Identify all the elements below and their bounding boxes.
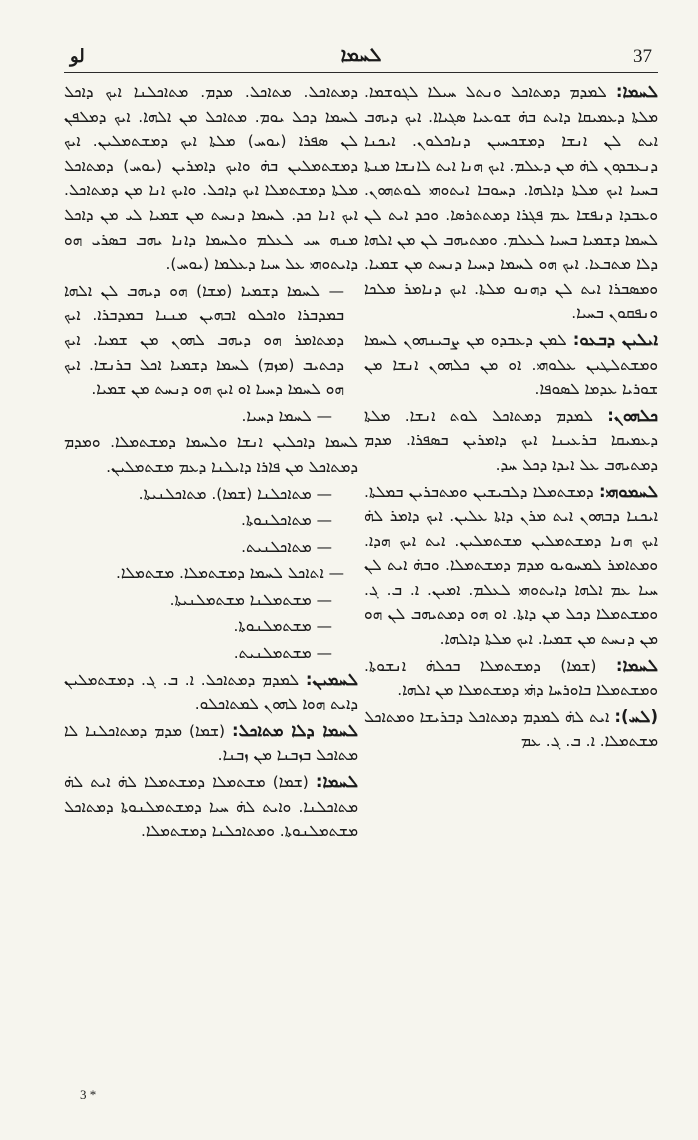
page-number: 37 xyxy=(633,46,652,67)
entry-text: ܠܚܡܐ ܕܐܟܠܝܢ ܐܢܫܐ ܘܠܚܡܐ ܕܡܫܬܡܠܐ. ܘܡܕܡ ܕܡܬܐܟܠ ܡܢ ܦܐܪܐ ܕܐܝܠܢܐ ܕܥܡ ܡܫܬܡܠܝܢ. xyxy=(64,433,358,476)
entry-paragraph xyxy=(64,279,358,402)
entry-text: — ܡܫܬܡܠܢܝܬ. xyxy=(233,644,332,663)
entry-text: ܠܡܢ ܕܥܒܕܘ ܡܢ ܨܒܝܢܗܘܢ ܠܚܡܐ ܘܡܫܬܠܛܝܢ ܥܠܘܗܝ. ܐܘ ܡܢ ܟܠܗܘܢ ܐܢܫܐ ܡܢ ܫܘܪܝܐ ܥܕܡܐ ܠܣܘܦܐ. xyxy=(364,330,658,399)
page-header xyxy=(64,44,658,73)
entry-paragraph xyxy=(64,482,358,507)
entry-headword: ܠܚܡܘܗܝ: xyxy=(599,481,658,501)
entry-paragraph xyxy=(364,705,658,754)
page-number-syriac: لو xyxy=(70,46,85,67)
entry-paragraph xyxy=(64,404,358,429)
entry-paragraph xyxy=(364,480,658,652)
entry-headword: ܠܚܡܐ ܕܠܐ ܡܬܐܟܠ: xyxy=(232,720,358,740)
entry-headword: ܠܚܡܐ: xyxy=(615,655,658,675)
entry-text: — ܐܬܐܟܠ ܠܚܡܐ ܕܡܫܬܡܠܐ. ܡܫܬܡܠܐ. xyxy=(115,564,344,583)
entry-paragraph xyxy=(64,719,358,768)
entry-paragraph xyxy=(64,614,358,639)
entry-text: ܕܡܫܬܡܠܐ ܕܠܒܝܫܝܢ ܘܡܬܒܪܝܢ ܒܡܠܬܐ. ܐܝܟܢܐ ܕܒܗܘܢ ܐܝܬ ܡܪܢ ܕܐܬܐ ܥܠܝܢ. ܐܝܟ ܕܐܡܪ ܠܗ̇ ܐܝܟ ܗܢܐ ܕܡܫܬܡܠܝܢ ܡܫܬܡܠܝܢ. ܐܝܬ ܐܝܟ ܗܕܐ. ܘܡܬܐܡܪ ܠܡܚܘܝܘ ܡܕܡ ܕܡܫܬܡܠܐ. ܘܒܗ̇ ܐܝܬ ܠܢ ܚܝܐ ܥܡ ܐܠܗܐ ܕܐܝܬܘܗܝ ܠܥܠܡ. ܐܡܝܢ. ܐ. ܒ. ܓ. ܘܡܫܬܡܠܐ ܕܟܠ ܡܢ ܕܐܬܐ. ܐܘ ܗܘ ܕܡܬܝܗܒ ܠܢ ܗܘ ܡܢ ܕܢܚܬ ܡܢ ܫܡܝܐ. ܐܝܟ ܡܠܬܐ ܕܐܠܗܐ. xyxy=(364,482,658,649)
entry-headword: ܠܚܡܐ: xyxy=(615,82,658,101)
entry-paragraph xyxy=(64,770,358,844)
entry-paragraph xyxy=(64,668,358,717)
entry-paragraph xyxy=(64,535,358,560)
entry-text: (ܫܡܐ) ܡܫܬܡܠܐ ܕܡܫܬܡܠܐ ܠܗ̇ ܐܝܬ ܠܗ̇ ܡܬܐܟܠܢܐ. ܘܐܝܬ ܠܗ̇ ܚܝܐ ܕܡܫܬܡܠܢܘܬܐ ܕܡܬܐܟܠ ܡܫܬܡܠܢܘܬܐ. ܘܡܬܐܟܠܢܐ ܕܡܫܬܡܠܐ. xyxy=(64,773,358,841)
entry-headword: (ܠܚ): xyxy=(614,706,658,726)
entry-text: — ܠܚܡܐ ܕܚܝܐ. xyxy=(241,406,332,425)
entry-text: (ܫܡܐ) ܕܡܫܬܡܠܐ ܒܟܠܗ̇ ܐܢܫܘܬܐ. ܘܡܫܬܡܠܐ ܒܐܘܪܚܐ ܕܗ̇ܝ ܕܡܫܬܡܠܐ ܡܢ ܐܠܗܐ. xyxy=(364,656,658,700)
text-columns xyxy=(64,80,658,1080)
entry-text: — ܡܬܐܟܠܢܐ (ܫܡܐ). ܡܬܐܟܠܢܝܬܐ. xyxy=(138,484,332,503)
entry-paragraph xyxy=(64,588,358,613)
entry-headword: ܟܠܗܘܢ: xyxy=(607,405,658,425)
entry-text: ܠܡܕܡ ܕܡܬܐܟܠ ܘܢܬܠ ܚܝܠܐ ܠܓܘܫܡܐ. ܡܠܬܐ ܕܥܡܝܩܐ ܕܐܝܬ ܒܗ̇ ܫܘܥܝܐ ܣܓܝܐܐ. ܐܝܟ ܕܝܗܒ ܐܝܬ ܠܢ ܐܢܫܐ ܕܡܫܟܚܝܢ ܕܢܐܟܠܘܢ. ܐܝܟܢܐ ܕܢܥܒܕܘܢ ܠܗ̇ ܡܢ ܕܥܠܡ. ܐܝܟ ܗܢܐ ܐܝܬ ܠܐܢܫܐ ܡܢܬܐ ܒܚܝܐ ܐܝܟ ܡܠܬܐ ܕܐܠܗܐ. ܕܚܘܒܐ ܐܝܬܘܗܝ ܠܘܬܗܘܢ. ܘܥܒܕܐ ܕܢܦܫܐ ܥܡ ܦܓܪܐ ܕܡܬܬܪܣܐ. ܘܟܕ ܐܝܬ ܠܢ ܠܚܡܐ ܕܫܡܝܐ ܒܚܝܐ ܠܥܠܡ. ܘܡܬܝܗܒ ܠܢ ܡܢ ܐܠܗܐ ܕܠܐ ܡܬܒܥܐ. ܐܝܟ ܗܘ ܠܚܡܐ ܕܚܝܐ ܕܢܚܬ ܡܢ ܫܡܝܐ. ܘܡܣܒܪܐ ܐܝܬ ܠܢ ܕܗܢܘ ܡܠܬܐ. ܐܝܟ ܕܢܐܡܪ ܡܠܟܐ ܘܢܦܩܘܢ ܒܚܝܐ. xyxy=(364,83,658,323)
entry-text: ܕܡܬܐܟܠ. ܡܬܐܟܠ. ܡܕܡ. ܡܬܐܟܠܢܐ ܐܝܟ ܕܐܟܠ ܠܚܡܐ ܕܟܠ ܝܘܡ. ܡܬܐܟܠ ܡܢ ܐܠܗܐ. ܐܝܟ ܕܡܠܦܢ ܠܢ ܣܦܪܐ (ܝܘܚ) ܡܠܬܐ ܐܝܟ ܕܡܫܬܡܠܝܢ. ܐܝܟ ܕܡܫܬܡܠܝܢ ܒܗ̇ ܘܐܝܟ ܕܐܡܪܝܢ (ܝܘܚ) ܕܡܬܐܟܠ ܡܠܬܐ ܕܡܫܬܡܠܐ ܐܝܟ ܕܐܟܠ. ܘܐܝܟ ܐܢܐ ܡܢ ܕܡܬܐܟܠ. ܐܝܟ ܐܢܐ ܟܕ. ܠܚܡܐ ܕܢܚܬ ܡܢ ܫܡܝܐ ܠܝ ܡܢ ܕܐܟܠ ܡܢܗ ܚܝ ܠܥܠܡ ܘܠܚܡܐ ܕܐܢܐ ܝܗܒ ܒܣܪܝ ܗܘ ܕܐܝܬܘܗܝ ܥܠ ܚܝܐ ܕܥܠܡܐ (ܝܘܚ). xyxy=(64,83,358,274)
entry-text: — ܡܬܐܟܠܢܝܬ. xyxy=(241,537,332,556)
entry-headword: ܐܝܠܝܢ ܕܒܥܘ: xyxy=(572,329,658,349)
entry-paragraph xyxy=(364,328,658,402)
left-column xyxy=(64,80,358,1080)
entry-text: — ܡܫܬܡܠܢܐ ܡܫܬܡܠܢܝܬܐ. xyxy=(169,590,332,609)
right-column xyxy=(364,80,658,1080)
entry-paragraph xyxy=(364,404,658,478)
entry-text: (ܫܡܐ) ܡܕܡ ܕܡܬܐܟܠܢܐ ܠܐ ܡܬܐܟܠ ܒܙܒܢܐ ܡܢ ܙܒܢܐ. xyxy=(64,721,358,765)
entry-paragraph xyxy=(364,654,658,703)
entry-text: — ܡܬܐܟܠܢܘܬܐ. xyxy=(240,511,332,530)
entry-paragraph xyxy=(64,80,358,277)
entry-headword: ܠܚܡܝܢ: xyxy=(305,669,358,689)
entry-text: — ܡܫܬܡܠܢܘܬܐ. xyxy=(233,617,332,636)
entry-text: ܠܡܕܡ ܕܡܬܐܟܠ. ܐ. ܒ. ܓ. ܕܡܫܬܡܠܝܢ ܕܐܝܬ ܗܘܐ ܠܗܘܢ ܠܡܬܐܟܠܘ. xyxy=(64,670,358,714)
running-title: ܠܚܡܐ xyxy=(340,44,382,66)
entry-paragraph xyxy=(64,561,358,586)
entry-text: ܐܝܬ ܠܗ̇ ܠܡܕܡ ܕܡܬܐܟܠ ܕܒܪܝܫܐ ܘܡܬܐܟܠ ܡܫܬܡܠܐ. ܐ. ܒ. ܓ. ܥܡ xyxy=(364,707,658,751)
entry-text: — ܠܚܡܐ ܕܫܡܝܐ (ܡܫܐ) ܗܘ ܕܝܗܒ ܠܢ ܐܠܗܐ ܒܡܕܒܪܐ ܘܐܟܠܘ ܐܒܗܝܢ ܡܢܢܐ ܒܡܕܒܪܐ. ܐܝܟ ܕܡܬܐܡܪ ܗܘ ܕܝܗܒ ܠܗܘܢ ܡܢ ܫܡܝܐ. ܐܝܟ ܕܟܬܝܒ (ܡܙܡ) ܠܚܡܐ ܕܫܡܝܐ ܐܟܠ ܒܪܢܫܐ. ܐܝܟ ܗܘ ܠܚܡܐ ܕܚܝܐ ܐܘ ܐܝܟ ܗܘ ܕܢܚܬ ܡܢ ܫܡܝܐ. xyxy=(64,281,344,399)
entry-headword: ܠܚܡܐ: xyxy=(315,772,358,792)
entry-text: ܠܡܕܡ ܕܡܬܐܟܠ ܠܘܬ ܐܢܫܐ. ܡܠܬܐ ܕܥܡܝܩܐ ܒܪܥܝܢܐ ܐܝܟ ܕܐܡܪܝܢ ܒܣܦܪܐ. ܡܕܡ ܕܡܬܝܗܒ ܥܠ ܐܝܕܐ ܕܟܠ ܚܕ. xyxy=(364,406,658,474)
entry-paragraph xyxy=(364,80,658,326)
signature-mark: 3 * xyxy=(80,1087,97,1102)
entry-paragraph xyxy=(64,641,358,666)
entry-paragraph xyxy=(64,508,358,533)
entry-paragraph xyxy=(64,430,358,479)
